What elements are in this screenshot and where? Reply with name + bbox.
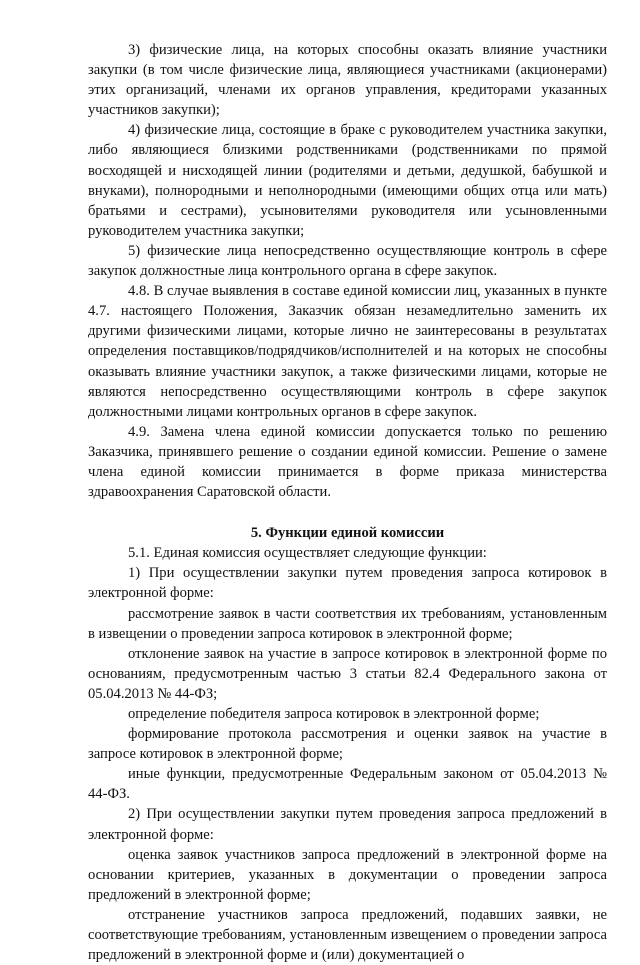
paragraph: 5.1. Единая комиссия осуществляет следующие функции: [128, 545, 487, 562]
paragraph: 4.8. В случае выявления в составе единой комиссии лиц, указанных в пункте 4.7. настоящего Положения, Заказчик обязан незамедлительно заменить их другими физическими лицами, которые лично не заинтересованы в результатах определения поставщиков/подрядчиков/исполнителей и на которых не способны оказывать влияние участники закупок, а также физическими лицами, которые не являются непосредственно осуществляющими контроль в сфере закупок должностными лицами контрольных органов в сфере закупок. [88, 283, 607, 420]
paragraph: 1) При осуществлении закупки путем проведения запроса котировок в электронной форме: [88, 565, 607, 602]
paragraph: определение победителя запроса котировок в электронной форме; [128, 706, 540, 722]
paragraph: иные функции, предусмотренные Федеральным законом от 05.04.2013 № 44-ФЗ. [88, 766, 607, 803]
paragraph: 4.9. Замена члена единой комиссии допускается только по решению Заказчика, принявшего решение о создании единой комиссии. Решение о замене члена единой комиссии принимается в форме приказа министерства здравоохранения Саратовской области. [88, 423, 607, 501]
document-body [88, 40, 607, 965]
paragraph: 5) физические лица непосредственно осуществляющие контроль в сфере закупок должностные лица контрольного органа в сфере закупок. [88, 242, 607, 280]
paragraph: формирование протокола рассмотрения и оценки заявок на участие в запросе котировок в электронной форме; [88, 726, 607, 763]
paragraph: рассмотрение заявок в части соответствия их требованиям, установленным в извещении о проведении запроса котировок в электронной форме; [88, 605, 607, 642]
paragraph: оценка заявок участников запроса предложений в электронной форме на основании критериев, указанных в документации о проведении запроса предложений в электронной форме; [88, 846, 607, 903]
section-spacer [88, 502, 607, 523]
paragraph: отклонение заявок на участие в запросе котировок в электронной форме по основаниям, предусмотренным частью 3 статьи 82.4 Федерального закона от 05.04.2013 № 44-ФЗ; [88, 645, 607, 702]
paragraph: отстранение участников запроса предложений, подавших заявки, не соответствующие требованиям, установленным извещением о проведении запроса предложений в электронной форме и (или) документацией о [88, 906, 607, 964]
paragraph: 3) физические лица, на которых способны оказать влияние участники закупки (в том числе физические лица, являющиеся участниками (акционерами) этих организаций, членами их органов управления, кредиторами указанных участников закупки); [88, 42, 607, 119]
paragraph: 2) При осуществлении закупки путем проведения запроса предложений в электронной форме: [88, 806, 607, 843]
section-title: 5. Функции единой комиссии [250, 525, 445, 542]
paragraph: 4) физические лица, состоящие в браке с руководителем участника закупки, либо являющиеся близкими родственниками (родственниками по прямой восходящей и нисходящей линии (родителями и детьми, дедушкой, бабушкой и внуками), полнородными и неполнородными (имеющими общих отца или мать) братьями и сестрами), усыновителями руководителя или усыновленными руководителем участника закупки; [88, 122, 607, 239]
